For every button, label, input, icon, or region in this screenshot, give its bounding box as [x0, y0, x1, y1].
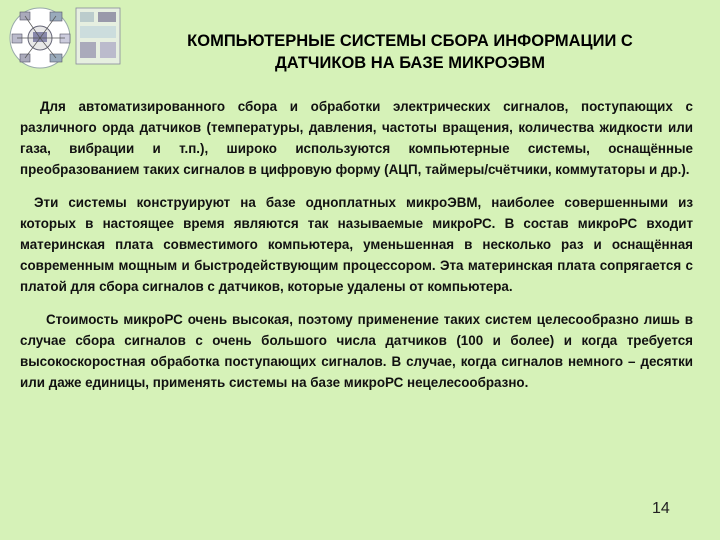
page-number: 14 — [652, 500, 670, 517]
slide-body — [20, 96, 693, 393]
slide-title-line-1: КОМПЬЮТЕРНЫЕ СИСТЕМЫ СБОРА ИНФОРМАЦИИ С — [187, 32, 633, 50]
slide-title-line-2: ДАТЧИКОВ НА БАЗЕ МИКРОЭВМ — [275, 54, 545, 72]
paragraph-3: Стоимость микроРС очень высокая, поэтому применение таких систем целесообразно лишь в случае сбора сигналов с очень большого числа датчиков (100 и более) и когда требуется высокоскоростная обработка поступающих сигналов. В случае, когда сигналов немного – десятки или даже единицы, применять системы на базе микроРС нецелесообразно. — [20, 312, 693, 390]
paragraph-1: Для автоматизированного сбора и обработки электрических сигналов, поступающих с различного орда датчиков (температуры, давления, частоты вращения, количества жидкости или газа, вибрации и т.п.), широко используются компьютерные системы, оснащённые преобразованием таких сигналов в цифровую форму (АЦП, таймеры/счётчики, коммутаторы и др.). — [20, 99, 693, 177]
paragraph-2: Эти системы конструируют на базе одноплатных микроЭВМ, наиболее совершенными из которых в настоящее время являются так называемые микроРС. В состав микроРС входит материнская плата совместимого компьютера, уменьшенная в несколько раз и оснащённая современным мощным и быстродействующим процессором. Эта материнская плата сопрягается с платой для сбора сигналов с датчиков, которые удалены от компьютера. — [20, 195, 693, 294]
sensor-network-logo-icon — [6, 4, 124, 70]
slide-title — [120, 30, 700, 74]
